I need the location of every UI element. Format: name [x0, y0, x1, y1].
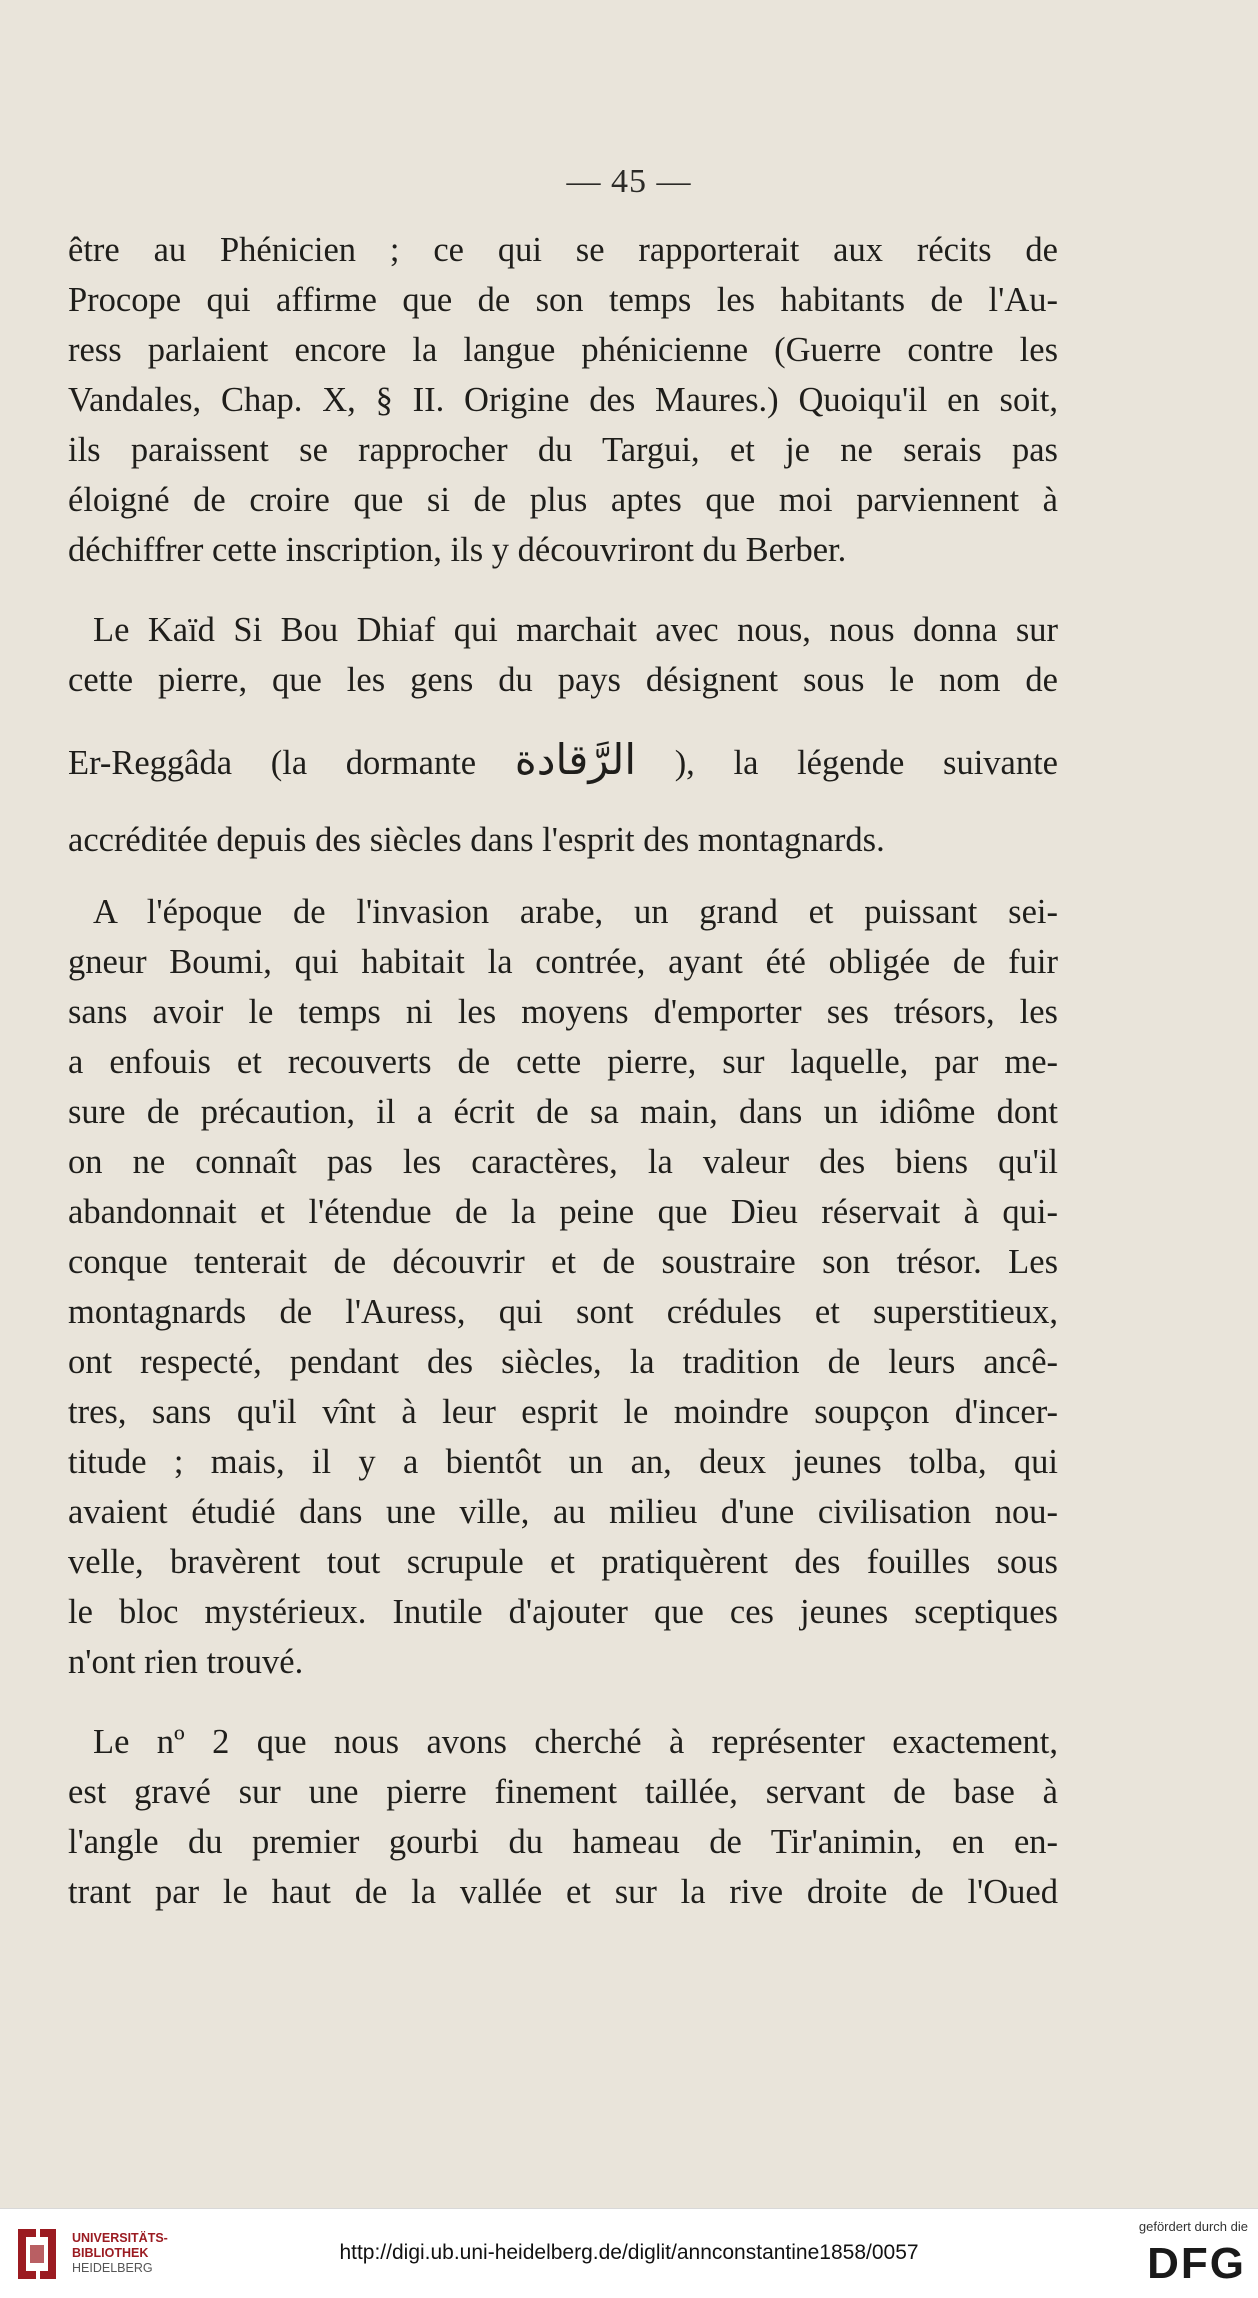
text-line: Le nº 2 que nous avons cherché à représenter exactement,	[93, 1723, 1058, 1761]
text-line: A l'époque de l'invasion arabe, un grand et puissant sei-	[93, 893, 1058, 931]
text-line: on ne connaît pas les caractères, la valeur des biens qu'il	[68, 1143, 1058, 1181]
text-line: cette pierre, que les gens du pays désignent sous le nom de	[68, 661, 1058, 699]
arabic-word: الرَّقادة	[514, 735, 637, 784]
text-line: le bloc mystérieux. Inutile d'ajouter que ces jeunes sceptiques	[68, 1593, 1058, 1631]
text-line: ont respecté, pendant des siècles, la tradition de leurs ancê-	[68, 1343, 1058, 1381]
paragraph-3	[68, 887, 1058, 1687]
text-line: éloigné de croire que si de plus aptes que moi parviennent à	[68, 481, 1058, 519]
text-line: accréditée depuis des siècles dans l'esprit des montagnards.	[68, 821, 885, 859]
text-line: ils paraissent se rapprocher du Targui, et je ne serais pas	[68, 431, 1058, 469]
viewer-footer	[0, 2208, 1258, 2298]
text-line: déchiffrer cette inscription, ils y découvriront du Berber.	[68, 531, 847, 569]
text-line: ress parlaient encore la langue phénicienne (Guerre contre les	[68, 331, 1058, 369]
text-line-with-arabic: Er-Reggâda (la dormante الرَّقادة ), la légende suivante	[68, 735, 1058, 784]
text-line: Procope qui affirme que de son temps les habitants de l'Au-	[68, 281, 1058, 319]
page-number: — 45 —	[566, 163, 692, 200]
library-name-line: UNIVERSITÄTS-	[72, 2231, 168, 2245]
text-line: a enfouis et recouverts de cette pierre, sur laquelle, par me-	[68, 1043, 1058, 1081]
text-line: avaient étudié dans une ville, au milieu d'une civilisation nou-	[68, 1493, 1058, 1531]
text-line: l'angle du premier gourbi du hameau de Tir'animin, en en-	[68, 1823, 1058, 1861]
text-line: être au Phénicien ; ce qui se rapporterait aux récits de	[68, 231, 1058, 269]
text-line: gneur Boumi, qui habitait la contrée, ayant été obligée de fuir	[68, 943, 1058, 981]
text-line: sans avoir le temps ni les moyens d'emporter ses trésors, les	[68, 993, 1058, 1031]
permalink-url[interactable]: http://digi.ub.uni-heidelberg.de/diglit/annconstantine1858/0057	[339, 2241, 919, 2264]
text-line: Vandales, Chap. X, § II. Origine des Maures.) Quoiqu'il en soit,	[68, 381, 1058, 419]
text-line: Le Kaïd Si Bou Dhiaf qui marchait avec nous, nous donna sur	[93, 611, 1058, 649]
dfg-logo[interactable]: DFG	[1147, 2239, 1246, 2288]
text-line: abandonnait et l'étendue de la peine que Dieu réservait à qui-	[68, 1193, 1058, 1231]
text-line: conque tenterait de découvrir et de soustraire son trésor. Les	[68, 1243, 1058, 1281]
text-line: est gravé sur une pierre finement taillée, servant de base à	[68, 1773, 1058, 1811]
text-line: sure de précaution, il a écrit de sa main, dans un idiôme dont	[68, 1093, 1058, 1131]
library-name-line: BIBLIOTHEK	[72, 2246, 149, 2260]
text-line: montagnards de l'Auress, qui sont crédules et superstitieux,	[68, 1293, 1058, 1331]
text-line: velle, bravèrent tout scrupule et pratiquèrent des fouilles sous	[68, 1543, 1058, 1581]
paragraph-4	[68, 1717, 1058, 1917]
page-body	[68, 225, 1058, 1917]
text-line: trant par le haut de la vallée et sur la rive droite de l'Oued	[68, 1873, 1058, 1911]
text-line: tres, sans qu'il vînt à leur esprit le moindre soupçon d'incer-	[68, 1393, 1058, 1431]
text-line: n'ont rien trouvé.	[68, 1643, 304, 1681]
library-name-line: HEIDELBERG	[72, 2261, 153, 2275]
paragraph-1	[68, 225, 1058, 575]
paragraph-2	[68, 605, 1058, 865]
funded-by-label: gefördert durch die	[1138, 2219, 1248, 2234]
text-line: titude ; mais, il y a bientôt un an, deux jeunes tolba, qui	[68, 1443, 1058, 1481]
